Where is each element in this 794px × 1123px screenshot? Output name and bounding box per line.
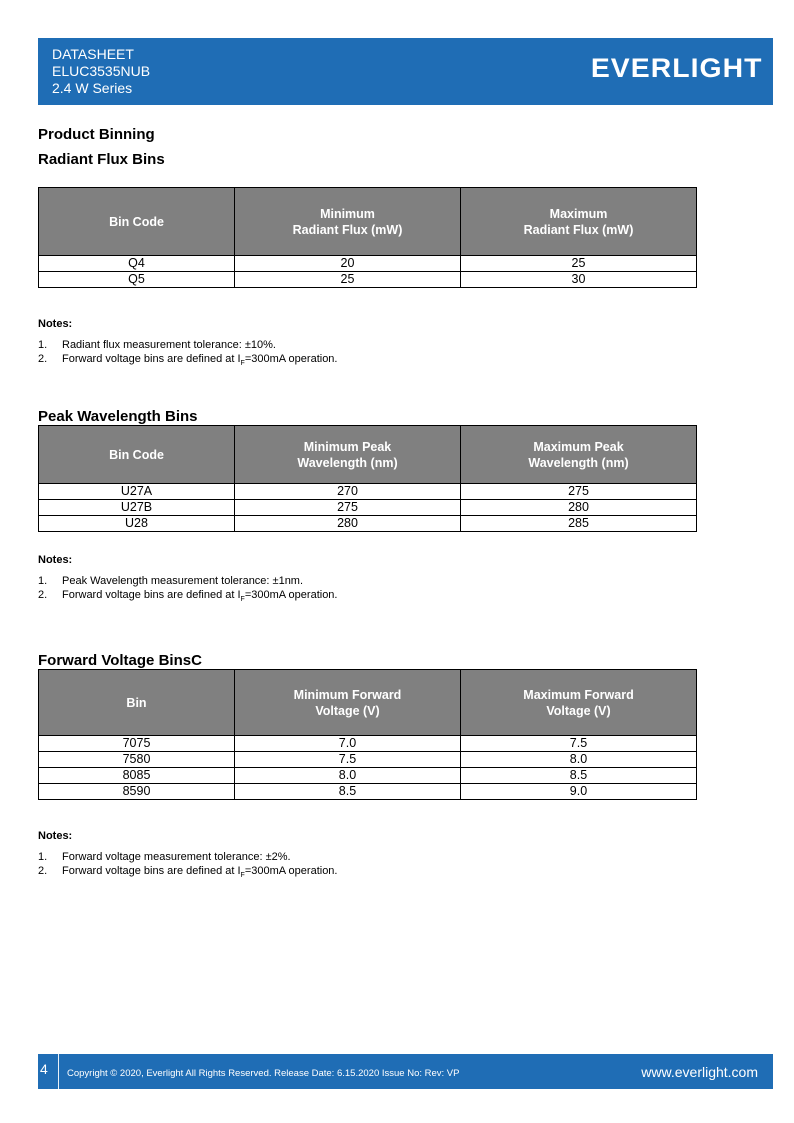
min-value-cell: 275: [235, 500, 461, 516]
header-max-wavelength: Maximum Peak Wavelength (nm): [461, 426, 697, 484]
table-row: [39, 484, 697, 500]
table-row: [39, 736, 697, 752]
note-item: 1. Forward voltage measurement tolerance: ±2%.: [38, 851, 291, 863]
min-value-cell: 25: [235, 272, 461, 288]
bin-code-cell: 7580: [39, 752, 235, 768]
header-bin: Bin: [39, 670, 235, 736]
forward-voltage-title: Forward Voltage BinsC: [38, 652, 202, 669]
copyright-text: Copyright © 2020, Everlight All Rights Reserved. Release Date: 6.15.2020 Issue No: Rev: VP: [67, 1068, 460, 1079]
max-value-cell: 280: [461, 500, 697, 516]
max-value-cell: 25: [461, 256, 697, 272]
max-value-cell: 7.5: [461, 736, 697, 752]
bin-code-cell: 8085: [39, 768, 235, 784]
header-min-flux: Minimum Radiant Flux (mW): [235, 188, 461, 256]
peak-notes: [38, 574, 337, 607]
bin-code-cell: 8590: [39, 784, 235, 800]
max-value-cell: 8.5: [461, 768, 697, 784]
bin-code-cell: U27A: [39, 484, 235, 500]
header-max-voltage: Maximum Forward Voltage (V): [461, 670, 697, 736]
min-value-cell: 8.5: [235, 784, 461, 800]
notes-title: Notes:: [38, 318, 73, 330]
min-value-cell: 20: [235, 256, 461, 272]
peak-wavelength-table: [38, 425, 697, 532]
table-header-row: [39, 670, 697, 736]
min-value-cell: 8.0: [235, 768, 461, 784]
note-item: 2. Forward voltage bins are defined at $I_F=300mA$ operation.: [38, 353, 338, 368]
max-value-cell: 8.0: [461, 752, 697, 768]
series-name: 2.4 W Series: [52, 80, 133, 96]
max-value-cell: 30: [461, 272, 697, 288]
everlight-logo: EVERLIGHT: [591, 53, 763, 83]
max-value-cell: 275: [461, 484, 697, 500]
bin-code-cell: 7075: [39, 736, 235, 752]
section-title: Product Binning: [38, 126, 155, 143]
part-number: ELUC3535NUB: [52, 63, 151, 79]
table-row: [39, 272, 697, 288]
header-min-voltage: Minimum Forward Voltage (V): [235, 670, 461, 736]
bin-code-cell: Q5: [39, 272, 235, 288]
min-value-cell: 280: [235, 516, 461, 532]
forward-voltage-table: [38, 669, 697, 800]
table-header-row: [39, 188, 697, 256]
table-row: [39, 256, 697, 272]
min-value-cell: 7.0: [235, 736, 461, 752]
min-value-cell: 7.5: [235, 752, 461, 768]
header-bin-code: Bin Code: [39, 188, 235, 256]
note-item: 2. Forward voltage bins are defined at $I_F=300mA$ operation.: [38, 589, 338, 604]
radiant-flux-title: Radiant Flux Bins: [38, 151, 165, 168]
radiant-flux-table: [38, 187, 697, 288]
min-value-cell: 270: [235, 484, 461, 500]
page-number: 4: [40, 1061, 48, 1077]
header-max-flux: Maximum Radiant Flux (mW): [461, 188, 697, 256]
note-item: 2. Forward voltage bins are defined at $I_F=300mA$ operation.: [38, 865, 338, 880]
header-min-wavelength: Minimum Peak Wavelength (nm): [235, 426, 461, 484]
radiant-notes: [38, 338, 337, 371]
notes-title: Notes:: [38, 830, 73, 842]
website-link[interactable]: www.everlight.com: [641, 1064, 758, 1080]
table-row: [39, 768, 697, 784]
table-header-row: [39, 426, 697, 484]
note-item: 1. Radiant flux measurement tolerance: ±10%.: [38, 339, 276, 351]
bin-code-cell: U27B: [39, 500, 235, 516]
note-item: 1. Peak Wavelength measurement tolerance: ±1nm.: [38, 575, 304, 587]
table-row: [39, 752, 697, 768]
page-footer: [38, 1054, 773, 1089]
header-bin-code: Bin Code: [39, 426, 235, 484]
voltage-notes: [38, 850, 337, 883]
page-header: [38, 38, 773, 105]
table-row: [39, 784, 697, 800]
footer-divider: [58, 1054, 59, 1089]
max-value-cell: 285: [461, 516, 697, 532]
table-row: [39, 516, 697, 532]
table-row: [39, 500, 697, 516]
doc-type: DATASHEET: [52, 46, 134, 62]
bin-code-cell: Q4: [39, 256, 235, 272]
document-info: [52, 46, 150, 97]
max-value-cell: 9.0: [461, 784, 697, 800]
peak-wavelength-title: Peak Wavelength Bins: [38, 408, 198, 425]
notes-title: Notes:: [38, 554, 73, 566]
bin-code-cell: U28: [39, 516, 235, 532]
